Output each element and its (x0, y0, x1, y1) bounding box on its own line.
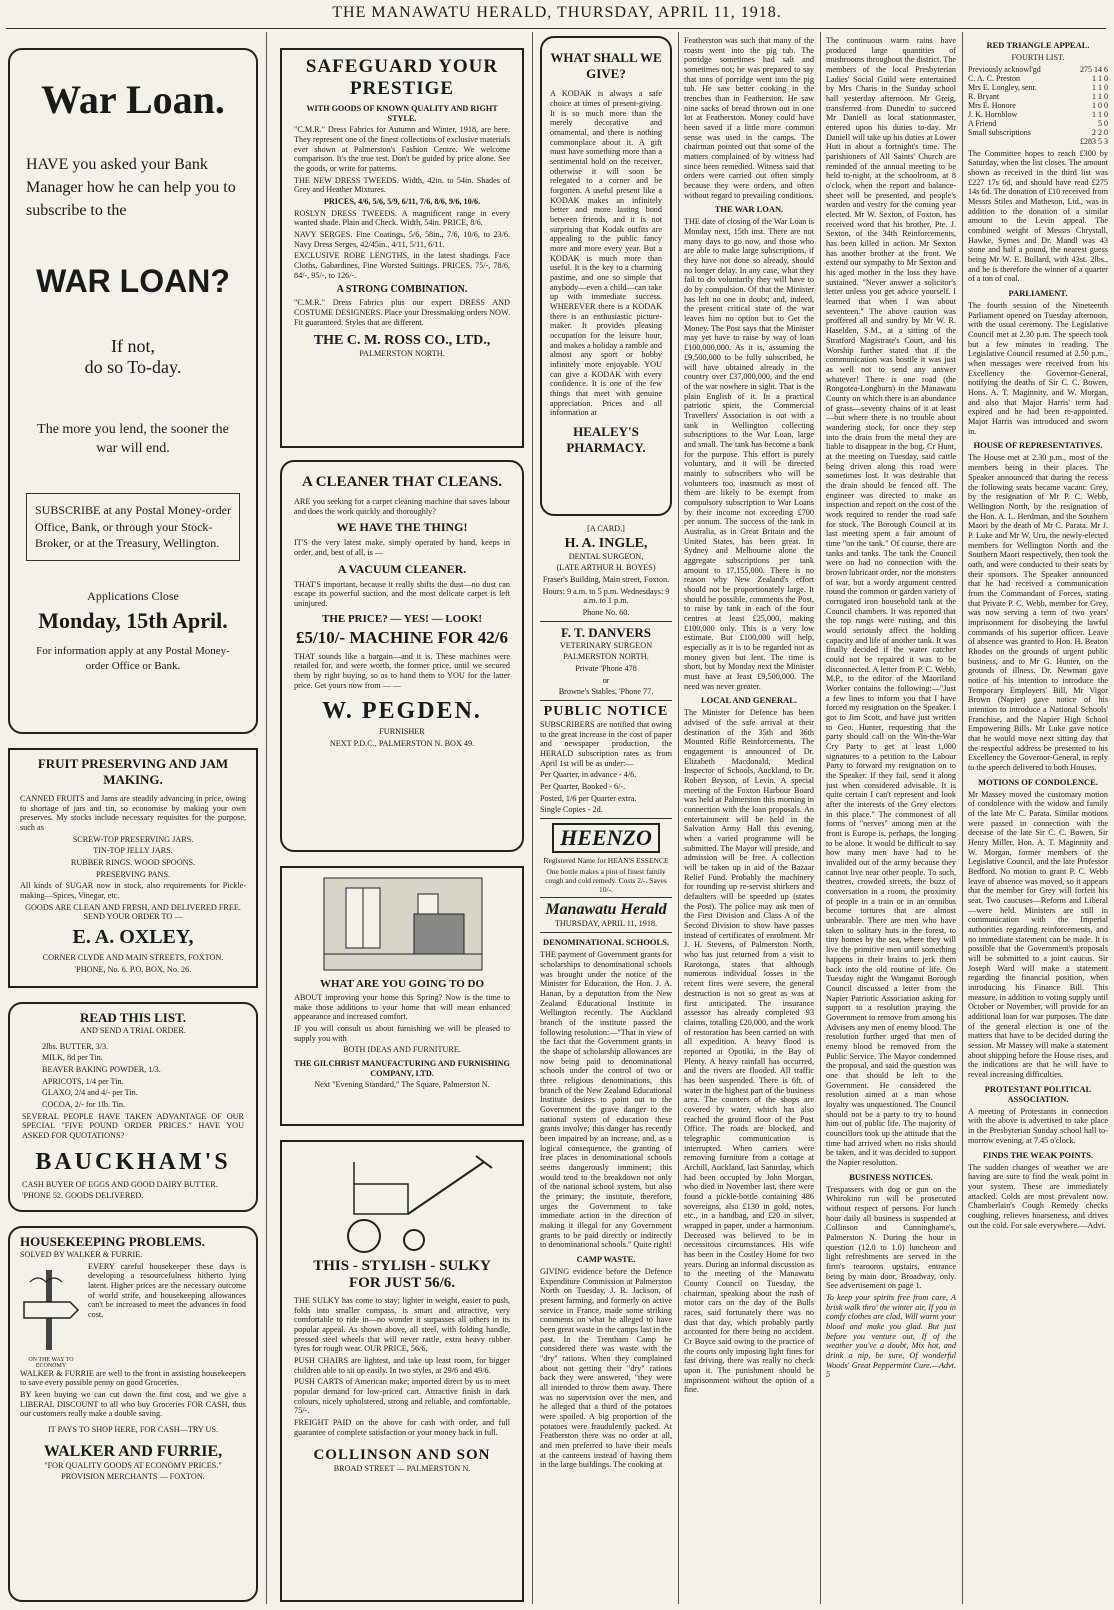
collinson-name: COLLINSON AND SON (313, 1447, 491, 1464)
table-row: Mrs E. Longley, senr. 1 1 0 (968, 82, 1108, 92)
herald-date: THURSDAY, APRIL 11, 1918. (554, 919, 658, 929)
walker-p3: BY keen buying we can cut down the first cost, and we give a LIBERAL DISCOUNT to all who buy Groceries FOR CASH, thus our customers really make a double saving. (20, 1390, 246, 1419)
danvers-title: VETERINARY SURGEON (559, 640, 653, 650)
war-loan-subscribe: SUBSCRIBE at any Postal Money-order Office, Bank, or through your Stock-Broker, or at the Treasury, Wellington. (26, 493, 240, 561)
oxley-body: CANNED FRUITS and Jams are steadily advancing in price, owing to shortage of jars and tin, so economise by making your own preserves. My stocks include necessary requisites for the purpose, such as (20, 794, 246, 833)
oxley-ad (8, 748, 258, 988)
war-loan-today: do so To-day. (84, 356, 182, 377)
danvers-phone1: Private 'Phone 478 (575, 664, 637, 674)
war-loan-headline: WAR LOAN? (36, 262, 230, 299)
column-divider (532, 32, 533, 1604)
column-divider (820, 32, 821, 1604)
ingle-title: DENTAL SURGEON, (568, 551, 644, 561)
oxley-sugar: All kinds of SUGAR now in stock, also requirements for Pickle-making—Spices, Vinegar, etc. (20, 881, 246, 901)
public-notice (540, 704, 672, 815)
walker-furrie-ad (8, 1226, 258, 1602)
table-row: A Friend 5 0 (968, 118, 1108, 128)
house-body: The House met at 2.30 p.m., most of the members being in their places. The Speaker announced that during the recess the following seats became vacant: Grey, by the resignation of Mr P. C. Webb, Wellington North, by the resignation of the Hon. A. L. Herdman, and the Southern Maori by the death of Mr C. Parata. Mr J. P. Luke and Mr W. Uru, the newly-elected members for Wellington North and the Southern Maori respectively, then took the oath, and were conducted to their seats by their sponsors. The Speaker announced that he had received a communication from the Commandant of Forces, stating that Private P. C. Webb, member for Grey, was now serving a term of two years' imprisonment for disobeying the lawful commands of his superior officer. Leave of absence was granted to Hon. H. Beaton Rhodes on the grounds of urgent public business, and to Mr G. Hunter, on the grounds of illness. Dr. Newman gave notice of his intention to introduce the Temporary Employers' Bill, Mr Vigor Brown (Napier) gave notice of his intention to introduce a National Schools' Franchise, and the Napier High School Empowering Bills. Mr Luke gave notice that he would move next sitting day that the respectful address be presented to his Excellency the Governor-General, in reply to the speech delivered to both Houses. (968, 453, 1108, 772)
collinson-ad (280, 1140, 524, 1602)
war-loan-article: THE date of closing of the War Loan is Monday next, 15th inst. There are not many days to go now, and those who are able to make large subscriptions, if they have not done so already, should no longer delay. In any case, what they fail to do voluntarily they will have to do by compulsion. Of that the Minister has left no one in doubt; and, indeed, the present critical state of the war leaves him no option but to Get the Money. The Post says that the Minister may yet have to raise by way of loan £100,000,000. As it is, assuming the £9,500,000 to be fully subscribed, he will have obtained already in the country over £37,000,000, and the end of the war nowhere in sight. That is the plain English of it. In a practical patriotic spirit, the Commercial Travellers' Association is out with a tank in Wellington collecting subscriptions to the War Loan, large and small. The tank has become a bank for the purpose. This effort is purely voluntary, and it will be directed mainly to subscribers who will be volunteers too, inasmuch as most of them are likely to be exempt from compulsory subscription to War Loans by their income not exceeding £700 per annum. The success of the tank in Australia, as in Great Britain and the United States, has been great. In Sydney and Melbourne alone the aggregate subscriptions per tank amount to 17,155,000. There is no reason why New Zealand's effort should not be proportionately large. It should be possible, comments the Post, to raise by tank in each of the four centres at least £25,000, making £100,000 only. This is a very low estimate. But £100,000 will help, especially as it is to be regarded not as money given but lent. The time is short, but by Monday next the Minister must have at least £9,500,000. The need was never greater. (684, 217, 814, 691)
column-4 (684, 36, 814, 1602)
oxley-phone: 'PHONE, No. 6. P.O. BOX, No. 26. (74, 964, 192, 974)
pegden-address: NEXT P.D.C., PALMERSTON N. BOX 49. (329, 739, 475, 749)
table-total: £283 5 3 (1080, 136, 1108, 146)
walker-slogan: "FOR QUALITY GOODS AT ECONOMY PRICES." (44, 1460, 222, 1470)
business-notices-body: Trespassers with dog or gun on the Whirokino run will be prosecuted without respect of persons. For lunch hour daily all business is suspended at Collinson and Cunninghame's, Palmerston N. During the hour in question (12.0 to 1.0) luncheon and light refreshments are served in the firm's tearooms upstairs, entrance being by main door, Broadway, only. See advertisement on page 1. (826, 1184, 956, 1291)
editorial-body: THE payment of Government grants for scholarships to denominational schools was brought under the notice of the Minister for Education, the Hon. J. A. Hanan, by a deputation from the New Zealand Educational Institute in Wellington recently. The Auckland branch of the institute passed the following resolution:—"That in view of the fact that the Government grants in the shape of scholarship allowances are now being paid to denominational schools under the control of two or three religious denominations, this branch of the New Zealand Educational Institute desires to point out to the Government the grave danger to the national system of education these grants involve; this danger has recently been impaired by an increase, and, as a logical consequence, the granting of free places in denominational schools seems dangerously imminent; this would tend to the breakdown not only of the national school system, but also the primary; the institute, therefore, urges the Government to take immediate action in the direction of making it illegal for any Government grants to be paid directly or indirectly to denominational schools." Quite right! (540, 950, 672, 1250)
gilchrist-p1: ABOUT improving your home this Spring? Now is the time to make those additions to your home that will mean enhanced appearance and increased comfort. (294, 993, 510, 1022)
table-row: R. Bryant 1 1 0 (968, 91, 1108, 101)
bauckham-item: MILK, 8d per Tin. (42, 1053, 103, 1063)
gilchrist-ad (280, 866, 524, 1126)
ingle-phone: Phone No. 60. (582, 608, 630, 618)
oxley-item: RUBBER RINGS. WOOD SPOONS. (70, 858, 196, 868)
bauckham-item: GLAXO, 2/4 and 4/- per Tin. (42, 1088, 138, 1098)
pegden-trade: FURNISHER (379, 727, 425, 737)
danvers-card (540, 625, 672, 697)
war-loan-article-head: THE WAR LOAN. (714, 204, 784, 215)
bauckham-body: SEVERAL PEOPLE HAVE TAKEN ADVANTAGE OF OUR SPECIAL "FIVE POUND ORDER PRICES." HAVE YOU ASKED FOR QUOTATIONS? (22, 1111, 244, 1141)
oxley-item: PRESERVING PANS. (95, 869, 171, 879)
red-triangle-body: The Committee hopes to reach £300 by Saturday, when the list closes. The amount shown as received in the third list was £227 17s 6d, and should have read £275 14s 6d. The donation of £10 received from Messrs Stiles and Matheson, Ltd., was in addition to the donation of a similar amount to the Levin appeal. The combined weight of Messrs Chrystall, Hawke, Symes and Dr. Mandl was 43 stone and half a pound, the nearest guess being Mr W. E. Bullard, with 43st. 2lbs., and he is therefore the winner of a quarter of a ton of coal. (968, 148, 1108, 284)
notice-rate: Single Copies - 2d. (540, 805, 603, 815)
ingle-name: H. A. INGLE, (564, 535, 648, 551)
column-3 (540, 36, 672, 1602)
ross-town: PALMERSTON NORTH. (359, 349, 445, 359)
bauckham-item: 2lbs. BUTTER, 3/3. (42, 1041, 109, 1051)
collinson-address: BROAD STREET — PALMERSTON N. (333, 1464, 471, 1474)
pegden-title: A CLEANER THAT CLEANS. (301, 474, 503, 490)
table-row: C. A. C. Preston 1 1 0 (968, 73, 1108, 83)
notice-rate: Posted, 1/6 per Quarter extra. (540, 793, 637, 803)
gilchrist-head: WHAT ARE YOU GOING TO DO (319, 978, 485, 990)
ingle-hours: Hours: 9 a.m. to 5 p.m. Wednesdays: 9 a.m. to 1 p.m. (542, 586, 670, 606)
business-notices-head: BUSINESS NOTICES. (849, 1171, 933, 1182)
table-row: Mrs E. Honore 1 0 0 (968, 100, 1108, 110)
ross-p5: EXCLUSIVE ROBE LENGTHS, in the latest shadings. Face Cloths, Gabardines, Fine Worsted Suitings. PRICES, 75/-, 78/6, 84/-, 95/-, to 126/-. (294, 251, 510, 280)
bauckham-line: CASH BUYER OF EGGS AND GOOD DAIRY BUTTER. (22, 1179, 218, 1189)
peppermint-advt: To keep your spirits free from care, A brisk walk thro' the winter air, If you in comfy clothes are clad, Will warm your blood and make you glad. But just before you venture out, If of the weather you've a doubt, Mix hot, and drink a nip, be sure, Of wonderful Woods' Great Peppermint Cure.—Advt. 5 (826, 1293, 956, 1380)
collinson-p4: FREIGHT PAID on the above for cash with order, and full guarantee of complete satisfaction or your money back in full. (294, 1418, 510, 1437)
protestant-head: PROTESTANT POLITICAL ASSOCIATION. (984, 1083, 1092, 1104)
herald-flag: Manawatu Herald (545, 901, 667, 919)
ross-name: THE C. M. ROSS CO., LTD., (313, 333, 491, 349)
subscription-table (968, 65, 1108, 146)
collinson-p2: PUSH CHAIRS are lightest, and take up least room, for bigger children able to sit up easily. In two styles, at 29/6 and 49/6. (294, 1356, 510, 1375)
pegden-p4: THAT sounds like a bargain—and it is. These machines were retailed for, and were worth, the former price, until we secured them by right buying, so as to hand them to YOU for the latter price. Get yours now from — — (294, 651, 510, 690)
walker-title: HOUSEKEEPING PROBLEMS. (20, 1234, 205, 1249)
notice-rate: Per Quarter, Booked - 6/-. (540, 782, 626, 792)
oxley-item: TIN-TOP JELLY JARS. (93, 846, 173, 856)
bauckham-phone: 'PHONE 52. GOODS DELIVERED. (22, 1191, 144, 1201)
protestant-body: A meeting of Protestants in connection with the above is advertised to take place in the Presbyterian Sunday school hall to-morrow evening, at 7.45 o'clock. (968, 1106, 1108, 1145)
oxley-name: E. A. OXLEY, (72, 926, 194, 949)
pegden-price: £5/10/- MACHINE FOR 42/6 (295, 627, 509, 647)
column-5 (826, 36, 956, 1602)
masthead-rule (6, 28, 1106, 29)
healey-title: WHAT SHALL WE GIVE? (550, 50, 662, 81)
ross-sub: WITH GOODS OF KNOWN QUALITY AND RIGHT STYLE. (306, 104, 498, 123)
heenzo-line: One bottle makes a pint of finest family cough and cold remedy. Costs 2/-. Saves 10/-. (545, 866, 667, 894)
col5-body1: The continuous warm rains have produced large quantities of mushrooms throughout the district. The members of the local Presbyterian Ladies' Social Guild were entertained by Mrs Charis in the Sunday school hall yesterday afternoon. Mr Greig, transferred from Dunedin to succeed Mr Daniell as local stationmaster, entered upon his duties to-day. Mr Daniell will take up his duties at Lower Hutt in about a fortnight's time. The parishioners of All Saints' Church are reminded of the annual meeting to be held to-night, at the schoolroom, at 8 o'clock, when the report and balance-sheet will be presented, and people's warden and vestry for the coming year elected. Mr W. Sexton, of Foxton, has received word that his brother, Pte. J. Sexton, of the 34th Reinforcements, has been killed in action. Mr Sexton has another brother at the front. We extend our sympathy to Mr Sexton and his aged mother in the loss they have sustained. "Never answer a solicitor's letter unless you get advice yourself. I learned that when I was about seventeen." The above caution was proffered all and sundry by Mr W. R. Haselden, S.M., at a sitting of the Stratford Magistrate's Court, and his Worship further stated that if the communication was hostile it was just as well not to send any answer whatever! There is one road (the Rongotea-Longburn) in the Manawatu County on which there is an abundance of grass—seventy chains of it at least—but where there is no trouble about wandering stock, for once they step into the drain from the metal they are liable to disappear in the bog. Cr Hunt, at the meeting on Tuesday, said cattle being driven along this road were sometimes lost. It was desirable that the drain should be fenced off. The engineer was directed to make an inspection and report on the cost of the work required to render the road safe for stock. The Borough Council at its last meeting spent a fair amount of time "on the tank." Of course, there are tanks and tanks. The tank the Council were on had no connection with the brown lubricant order, nor the monsters of war, but a wordy argument centred round the common or garden variety of corrugated iron household tank at the Council chambers. It was reported that the top rungs were rusting, and this would seriously affect the holding capacity and life of another tank. It was finally decided if the water catcher could not be repaired it was to be disconnected. A letter from P. C. Webb, M.P., to the editor of the Maoriland Worker contains the following:—"Just a few lines to inform you that I have forced my resignation on the Speaker. I got to Jim Scott, and have just written to Geo. Hunter, requesting that the party should call on the Win-the-War Cry Party to get at least 1,000 signatures to a petition to the Labour Party to forward my resignation on to the Speaker. If they fail, send it along just when considered advisable. It is quite certain I can't represent and look after the interests of the Grey electors in this place." The commonest of all forms of "nerves" among men at the front is Europe is, perhaps, the longing to be alone. It would be difficult to say how many men have had to be invalided out of the army because they cannot live near other people. To such, theatres, crowded streets, the buzz of conversation in a room, the proximity of people in a train or in an omnibus become tortures that are almost unbearable. There are men who have taken to solitary huts in the forest, to tiny homes by the sea, where they will live the primitive men until something happens in their brains to jerk them back into the old routine of life. On Tuesday night the Wanganui Borough Council discussed a letter from the Napier Patriotic Association asking for support to a resolution praying the Government to remove from among his Advisers any men of enemy blood. The resolution further urged that men of enemy blood be removed from the Public Service. The Mayor condemned the proposal, and said the question was one that should be left to the Government. He considered the resolution aimed at a man whose loyalty was unquestioned. The Council should not be a party to try to hound him out of public life. The majority of councillors took up the attitude that the time had arrived when no risks should be taken, and it was decided to support the Napier resolution. (826, 36, 956, 1167)
fourth-list: FOURTH LIST. (1011, 53, 1065, 62)
pegden-p1: ARE you seeking for a carpet cleaning machine that saves labour and does the work quickly and thoroughly? (294, 497, 510, 516)
bauckham-item: BEAVER BAKING POWDER, 1/3. (42, 1065, 161, 1075)
signpost-icon (20, 1262, 80, 1352)
editorial-head: DENOMINATIONAL SCHOOLS. (543, 937, 669, 948)
pegden-head1: WE HAVE THE THING! (336, 520, 468, 535)
column-divider (962, 32, 963, 1604)
condolence-body: Mr Massey moved the customary motion of condolence with the widow and family of the late Mr C. Parata. Similar motions were passed in connection with the decease of the late Sir C. C. Bowen, Sir Henry Miller, Hon. A. T. Maginnity and W. Morgan, former members of the Legislative Council, and the late Professor Bedford. No motion to grant P. C. Webb leave of absence was moved, so it appears that the member for Grey will forfeit his seat. Two caucuses—Reform and Liberal—were held. Ministers are still in communication with the Imperial authorities regarding reinforcements, and no immediate statement can be made. It is possible that the Government's proposals will be submitted to a joint caucus. Sir Joseph Ward will make a statement regarding the financial position, when introducing his Finance Bill. This measure, in addition to voting supply until October or November, will provide for an additional loan for war purposes. The date of the general election is one of the matters that have to be decided during the session. Mr Massey will make a statement about shipping before the House rises, and the indications are that he will have to reveal increasing difficulties. (968, 789, 1108, 1080)
pegden-p3: THAT'S important, because it really shifts the dust—no dust can escape its powerful suction, and the most delicate carpet is left uninjured. (294, 579, 510, 609)
healey-ad (540, 36, 672, 516)
closing-date: Monday, 15th April. (38, 608, 228, 634)
war-loan-ifnot: If not, (111, 335, 155, 356)
column-6 (968, 36, 1108, 1602)
col4-body1: Featherston was such that many of the roasts went into the pig tub. The porridge sometimes had salt and sometimes not; he was prepared to say that tons of porridge went into the pig tub. He saw better cooking in the trenches than in Featherston. He saw nine sacks of bread thrown out in one lot at Featherston. Money could have been saved if a little more common sense was used in the camps. The chairman pointed out that some of the matters complained of by witness had since been remedied. Witness said that orders were carried out often simply because they were orders, and often without regard to prevailing conditions. (684, 36, 814, 200)
column-divider (678, 32, 679, 1604)
collinson-head2: FOR JUST 56/6. (349, 1275, 455, 1291)
bauckham-title: READ THIS LIST. (79, 1010, 187, 1025)
weak-points-head: FINDS THE WEAK POINTS. (982, 1149, 1094, 1160)
ross-p6: "C.M.R." Dress Fabrics plus our expert DRESS AND COSTUME DESIGNERS. Place your Dressmaking orders NOW. Fit guaranteed. Styles that are different. (294, 298, 510, 327)
room-illustration (294, 874, 512, 974)
ross-p1: "C.M.R." Dress Fabrics for Autumn and Winter, 1918, are here. They represent one of the finest collections of exclusive materials ever shown at Palmerston's Fashion Centre. We welcome comparison. It's the true test. Don't be guided by price alone. See the goods, or write for patterns. (294, 125, 510, 174)
local-general-body: The Minister for Defence has been advised of the safe arrival at their destination of the 35th and 36th Mounted Rifle Reinforcements. The engagement is announced of Dr. Elizabeth Macdonald, Medical Inspector of Schools, Auckland, to Dr. Robert Bryson, of Levin. A special meeting of the Foxton Harbour Board was held at Palmerston this morning in connection with the loan proposals. An entertainment will be held in the Salvation Army Hall this evening, when a varied programme will be submitted. The Mayor will preside, and admission will be free. A collection will be taken up in aid of the Bazaar Relief Fund. Probably the machinery for rounding up re-servist shirkers and defaulters will be speeded up (states the Post). The police may ask men of the First Division and Class A of the Second Division to show have passes instead of certificates of enrolment. Mr J. H. Stevens, of Palmerston North, who has just returned from a visit to Rarotonga, states that although numerous individual losses in the recent fires were severe, the general destruction is not so great as was at first anticipated. The insurance assessor has already completed 93 claims, totalling £20,000, and the work of restoration has been carried on with all expedition. A heavy flood is reported at Opotiki, in the Bay of Plenty. A heavy rainfall has occurred, and the rivers are flooded. All traffic has been suspended. There is 6ft. of water in the highest part of the business area. The counters of the shops are covered by water, which has also reached the ground floor of the Post Office. The roads are blocked, and telegraphic communication is interrupted. When carriers were removing furniture from a cottage at Archill, Auckland, last Saturday, which had been occupied by John Morgan, who died in November last, there were found a pickle-bottle containing 486 sovereigns, also £130 in gold, notes, etc., in a handbag, and £20 in silver, wrapped in paper, under a harmonium. Deceased was believed to be in necessitous circumstances. His wife has been in the Costley Home for two years. During an informal discussion as to the meeting of the Manawatu County Council on Tuesday, the chairman, speaking about the rush of motor cars on the day of the Bulls races, said fortunately there was no dust that day, which probably partly accounted for there being no accident. Cr Boyce said owing to the practice of the courts only imposing light fines for fast driving, there was really no check upon it. The punishment should be imprisonment without the option of a fine. (684, 708, 814, 1395)
oxley-address: CORNER CLYDE AND MAIN STREETS, FOXTON. (42, 953, 224, 963)
walker-p2: WALKER & FURRIE are well to the front in assisting housekeepers to save every possible penny on good Groceries. (20, 1368, 246, 1388)
ross-p4: NAVY SERGES. Fine Coatings, 5/6, 58in., 7/6, 10/6, to 23/6. Navy Dress Serges, 42/45in., 4/11, 5/11, 6/11. (294, 230, 510, 249)
red-triangle-head: RED TRIANGLE APPEAL. (986, 40, 1090, 50)
danvers-or: or (602, 675, 610, 685)
notice-rate: Per Quarter, in advance - 4/6. (540, 770, 637, 780)
gilchrist-name: THE GILCHRIST MANUFACTURING AND FURNISHING COMPANY, LTD. (294, 1059, 510, 1078)
notice-body: SUBSCRIBERS are notified that owing to the great increase in the cost of paper and newspaper production, the HERALD subscription rates as from April 1st will be as under:— (540, 720, 672, 768)
oxley-item: SCREW-TOP PRESERVING JARS. (72, 834, 194, 844)
walker-by: SOLVED BY WALKER & FURRIE. (20, 1250, 143, 1259)
ross-prices: PRICES, 4/6, 5/6, 5/9, 6/11, 7/6, 8/6, 9/6, 10/6. (323, 197, 481, 207)
parliament-head: PARLIAMENT. (1008, 288, 1068, 299)
heenzo-sub: Registered Name for HEAN'S ESSENCE (543, 856, 669, 866)
walker-p4: IT PAYS TO SHOP HERE, FOR CASH—TRY US. (47, 1425, 219, 1435)
gilchrist-p3: BOTH IDEAS AND FURNITURE. (343, 1045, 461, 1055)
ingle-card (540, 524, 672, 618)
camp-waste-body: GIVING evidence before the Defence Expenditure Commission at Palmerston North on Tuesday, J. R. Jackson, of present farming, and formerly on active service in France, made some striking comments on what he alleged to have been great waste in the camps last in the past. In the Trentham Camp he considered there was waste with the "dry" rations. When they complained about not getting their "dry" rations back they were answered, "they were all intended to throw them away. There was no supervision over the men, and he alleged that a third of the potatoes were spoiled. A big proportion of the potatoes were fraudulently packed. At Featherston there was no order at all, and men preferred to have their meals at the canteens instead of having them in the large buildings. The cooking at (540, 1266, 672, 1470)
war-loan-info: For information apply at any Postal Money-order Office or Bank. (36, 645, 230, 672)
bauckham-sub: AND SEND A TRIAL ORDER. (80, 1026, 186, 1035)
healey-body: A KODAK is always a safe choice at times of present-giving. It is so much more than the merely decorative and ornamental, and there is nothing commonplace about it. A gift must have something more than a sentimental hold on the receiver, otherwise it will soon be relegated to a corner and be forgotten. A useful present like a KODAK makes an infinitely better and more lasting bond between friends, and it is not surprising that Kodak outfits are appealing to the public fancy more and more every year. But a KODAK is much more than useful. It is the key to a charming pastime, and one so simple that anybody—even a child—can take up with immediate success. WHEREVER there is a KODAK there is an enthusiastic picture-maker. It provides pleasing occupation for the leisure hour, and makes a holiday a ramble and almost any sport or hobby infinitely more enjoyable. YOU can give a KODAK with every confidence. It is one of the few things that meet with genuine appreciation. Prices and all information at (550, 89, 662, 418)
ross-head: A STRONG COMBINATION. (336, 284, 468, 296)
notice-title: PUBLIC NOTICE (543, 704, 669, 720)
oxley-title: FRUIT PRESERVING AND JAM MAKING. (37, 756, 229, 787)
local-general-head: LOCAL AND GENERAL. (700, 695, 798, 706)
table-row: Small subscriptions 2 2 0 (968, 127, 1108, 137)
walker-name: WALKER AND FURRIE, (43, 1442, 223, 1460)
war-loan-ad (8, 48, 258, 734)
table-row: J. K. Hornblow 1 1 0 (968, 109, 1108, 119)
applications-close: Applications Close (87, 589, 179, 604)
weak-points-body: The sudden changes of weather we are having are sure to find the weak point in your system. These are immediately attacked. Colds are most prevalent now. Chamberlain's Cough Remedy checks coughing, relieves hoarseness, and drives out the cold. For sale everywhere.—Advt. (968, 1162, 1108, 1230)
gilchrist-address: Next "Evening Standard," The Square, Palmerston N. (314, 1080, 490, 1090)
collinson-p3: PUSH CARTS of American make; imported direct by us to meet popular demand for low-priced cart. Attractive finish in dark colours, nicely upholstered, strong and reliable, and comfortable, 75/-. (294, 1377, 510, 1416)
bauckham-item: COCOA, 2/- for 1lb. Tin. (42, 1100, 126, 1110)
ingle-late: (LATE ARTHUR H. BOYES) (556, 563, 656, 573)
heenzo-logo: HEENZO (552, 823, 660, 853)
heenzo-ad (540, 823, 672, 894)
ingle-address: Fraser's Building, Main street, Foxton. (542, 575, 670, 585)
signpost-label: ON THE WAY TO ECONOMY (28, 1356, 74, 1369)
ross-p2: THE NEW DRESS TWEEDS. Width, 42in. to 54in. Shades of Grey and Heather Mixtures. (294, 175, 510, 195)
pegden-ad (280, 460, 524, 852)
condolence-head: MOTIONS OF CONDOLENCE. (978, 776, 1098, 787)
danvers-name: F. T. DANVERS (560, 624, 652, 640)
walker-address: PROVISION MERCHANTS — FOXTON. (61, 1472, 205, 1482)
pegden-name: W. PEGDEN. (322, 698, 482, 725)
war-loan-slogan: The more you lend, the sooner the war will end. (37, 421, 229, 457)
ross-p3: ROSLYN DRESS TWEEDS. A magnificent range in every wanted shade. Plain and Check. Width, 54in. PRICE, 8/6. (294, 208, 510, 228)
pegden-head2: A VACUUM CLEANER. (337, 561, 467, 576)
danvers-phone2: Browne's Stables, 'Phone 77. (558, 687, 654, 697)
oxley-goods: GOODS ARE CLEAN AND FRESH, AND DELIVERED FREE. SEND YOUR ORDER TO — (25, 902, 241, 922)
parliament-body: The fourth session of the Nineteenth Parliament opened on Tuesday afternoon, with the usual ceremony. The Legislative Council met at 2.30 p.m. The speech took but a few minutes in reading. The Legislative Council resumed at 2.50 p.m., when messages were received from his Excellency the Governor-General, notifying the deaths of Sir C. C. Bowen, Hons. A. T. Maginnity, and W. Morgan, and also that Major Harris' term had expired and he had been re-appointed. Major Harris was introduced and sworn in. (968, 301, 1108, 436)
healey-name: HEALEY'S PHARMACY. (566, 424, 646, 456)
collinson-head1: THIS - STYLISH - SULKY (313, 1258, 491, 1274)
ross-ad (280, 48, 524, 448)
camp-waste-head: CAMP WASTE. (576, 1253, 636, 1264)
bauckham-ad (8, 1002, 258, 1212)
walker-p1: EVERY careful housekeeper these days is developing a resourcefulness hitherto lying latent. Higher prices are the necessary outcome of world strife, and housekeeping allowances can't be increased to meet the advances in food cost. (88, 1261, 246, 1320)
collinson-p1: THE SULKY has come to stay; lighter in weight, easier to push, folds into smaller compass, is smart and attractive, very comfortable to ride in—no wonder it surpasses all others in its popular appeal. As shown above, all steel, with folding handle, pressed steel wheels that will never rattle, extra heavy rubber tyres for rough wear. OUR PRICE, 56/6. (294, 1296, 510, 1354)
war-loan-title: War Loan. (41, 77, 225, 122)
ingle-card-label: [A CARD.] (587, 524, 625, 533)
gilchrist-p2: IF you will consult us about furnishing we will be pleased to supply you with (294, 1024, 510, 1043)
pegden-p2: IT'S the very latest make, simply operated by hand, keeps in order, and, best of all, is — (294, 538, 510, 558)
ross-title: SAFEGUARD YOUR (305, 56, 499, 77)
pegden-head3: THE PRICE? — YES! — LOOK! (321, 612, 483, 625)
ross-title2: PRESTIGE (349, 78, 455, 99)
masthead: THE MANAWATU HERALD, THURSDAY, APRIL 11, 1918. (332, 4, 782, 21)
sulky-illustration (294, 1148, 512, 1258)
bauckham-name: BAUCKHAM'S (35, 1148, 231, 1175)
bauckham-item: APRICOTS, 1/4 per Tin. (42, 1076, 124, 1086)
house-head: HOUSE OF REPRESENTATIVES. (973, 440, 1103, 451)
danvers-town: PALMERSTON NORTH. (563, 652, 649, 662)
column-divider (266, 32, 267, 1604)
table-row: Previously acknowl'gd 275 14 6 (968, 64, 1108, 74)
war-loan-intro: HAVE you asked your Bank Manager how he can help you to subscribe to the (26, 156, 236, 220)
